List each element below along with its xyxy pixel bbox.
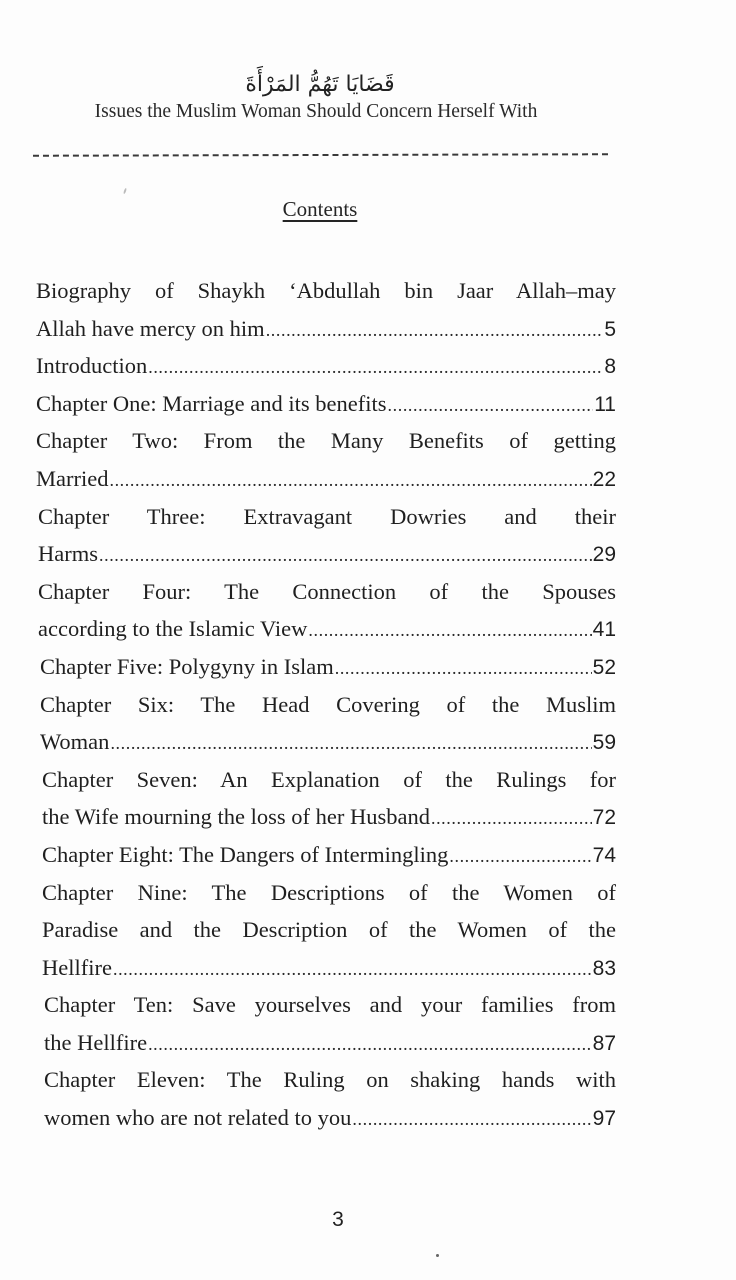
- contents-heading: [0, 197, 640, 222]
- dot-leader: [148, 349, 603, 387]
- toc-page-number: 22: [592, 467, 616, 491]
- toc-entry-chapter-one: [36, 385, 616, 423]
- toc-entry-text: Chapter Six: The Head Covering of the Muslim: [40, 691, 616, 717]
- toc-page-number: 5: [604, 317, 616, 341]
- dot-leader: [266, 312, 604, 350]
- toc-entry-chapter-five: [36, 648, 616, 686]
- toc-page-number: 97: [592, 1107, 616, 1131]
- toc-page-number: 72: [592, 806, 616, 830]
- toc-entry-chapter-four-line-1: [36, 573, 616, 611]
- toc-entry-chapter-two-line-2: [36, 460, 616, 498]
- toc-entry-chapter-ten-line-1: [36, 986, 616, 1024]
- toc-page-number: 52: [592, 655, 616, 679]
- dot-leader: [113, 951, 592, 989]
- toc-entry-chapter-seven-line-2: [36, 798, 616, 836]
- toc-entry-chapter-six-line-2: [36, 723, 616, 761]
- toc-entry-text: Allah have mercy on him: [36, 315, 265, 341]
- toc-entry-chapter-eleven-line-2: [36, 1099, 616, 1137]
- dot-leader: [308, 612, 591, 650]
- toc-entry-chapter-two-line-1: [36, 422, 616, 460]
- dot-leader: [148, 1026, 592, 1064]
- toc-entry-biography-line-2: [36, 310, 616, 348]
- toc-entry-text: Chapter Three: Extravagant Dowries and their: [38, 503, 616, 529]
- arabic-title: قَضَايَا تَهُمُّ المَرْأَةَ: [245, 72, 395, 97]
- toc-entry-introduction: [36, 347, 616, 385]
- toc-entry-text: women who are not related to you: [44, 1105, 352, 1131]
- toc-entry-text: Chapter Nine: The Descriptions of the Women of: [42, 879, 616, 905]
- toc-page-number: 83: [592, 956, 616, 980]
- toc-entry-text: Chapter Ten: Save yourselves and your families from: [44, 992, 616, 1018]
- toc-entry-text: Chapter Eight: The Dangers of Intermingling: [42, 841, 449, 867]
- toc-entry-chapter-seven-line-1: [36, 761, 616, 799]
- table-of-contents: [36, 272, 616, 1137]
- toc-page-number: 29: [592, 543, 616, 567]
- toc-entry-text: Harms: [38, 541, 98, 567]
- dot-leader: [388, 387, 594, 425]
- scan-speck: [123, 188, 127, 194]
- toc-entry-text: Introduction: [36, 353, 148, 379]
- toc-entry-text: Chapter Seven: An Explanation of the Rulings for: [42, 766, 616, 792]
- dot-leader: [449, 838, 591, 876]
- toc-page-number: 59: [592, 731, 616, 755]
- toc-entry-text: the Wife mourning the loss of her Husband: [42, 804, 430, 830]
- toc-entry-text: Chapter Two: From the Many Benefits of getting: [36, 428, 616, 454]
- toc-entry-chapter-nine-line-2: [36, 911, 616, 949]
- toc-entry-text: Biography of Shaykh ‘Abdullah bin Jaar Allah–may: [36, 278, 616, 303]
- toc-entry-chapter-eleven-line-1: [36, 1061, 616, 1099]
- dot-leader: [110, 725, 591, 763]
- dot-leader: [99, 537, 592, 575]
- toc-entry-text: Hellfire: [42, 954, 112, 980]
- toc-entry-text: Chapter Five: Polygyny in Islam: [40, 653, 334, 679]
- toc-entry-chapter-ten-line-2: [36, 1024, 616, 1062]
- dot-leader: [335, 650, 592, 688]
- toc-entry-chapter-eight: [36, 836, 616, 874]
- english-title: Issues the Muslim Woman Should Concern Herself With: [94, 101, 538, 122]
- toc-entry-chapter-nine-line-3: [36, 949, 616, 987]
- toc-entry-chapter-six-line-1: [36, 686, 616, 724]
- dot-leader: [431, 800, 592, 838]
- toc-entry-chapter-three-line-1: [36, 498, 616, 536]
- page-number: 3: [332, 1208, 344, 1231]
- toc-page-number: 11: [594, 392, 616, 416]
- toc-page-number: 74: [592, 843, 616, 867]
- toc-entry-text: Paradise and the Description of the Women of the: [42, 917, 616, 943]
- toc-entry-biography-line-1: [36, 272, 616, 310]
- dot-leader: [109, 462, 591, 500]
- toc-entry-chapter-three-line-2: [36, 535, 616, 573]
- toc-page-number: 8: [604, 355, 616, 379]
- toc-entry-text: the Hellfire: [44, 1029, 148, 1055]
- toc-page-number: 41: [592, 618, 616, 642]
- header-divider: [33, 153, 608, 157]
- toc-entry-text: Chapter Four: The Connection of the Spouses: [38, 578, 616, 604]
- toc-entry-chapter-nine-line-1: [36, 874, 616, 912]
- toc-entry-text: Chapter Eleven: The Ruling on shaking hands with: [44, 1067, 616, 1093]
- toc-entry-text: Chapter One: Marriage and its benefits: [36, 390, 387, 416]
- toc-entry-chapter-four-line-2: [36, 610, 616, 648]
- toc-page-number: 87: [592, 1031, 616, 1055]
- dot-leader: [352, 1101, 591, 1139]
- toc-entry-text: Woman: [40, 729, 110, 755]
- toc-entry-text: according to the Islamic View: [38, 616, 308, 642]
- toc-entry-text: Married: [36, 465, 109, 491]
- contents-heading-text: Contents: [282, 197, 358, 221]
- scan-speck: [436, 1254, 439, 1257]
